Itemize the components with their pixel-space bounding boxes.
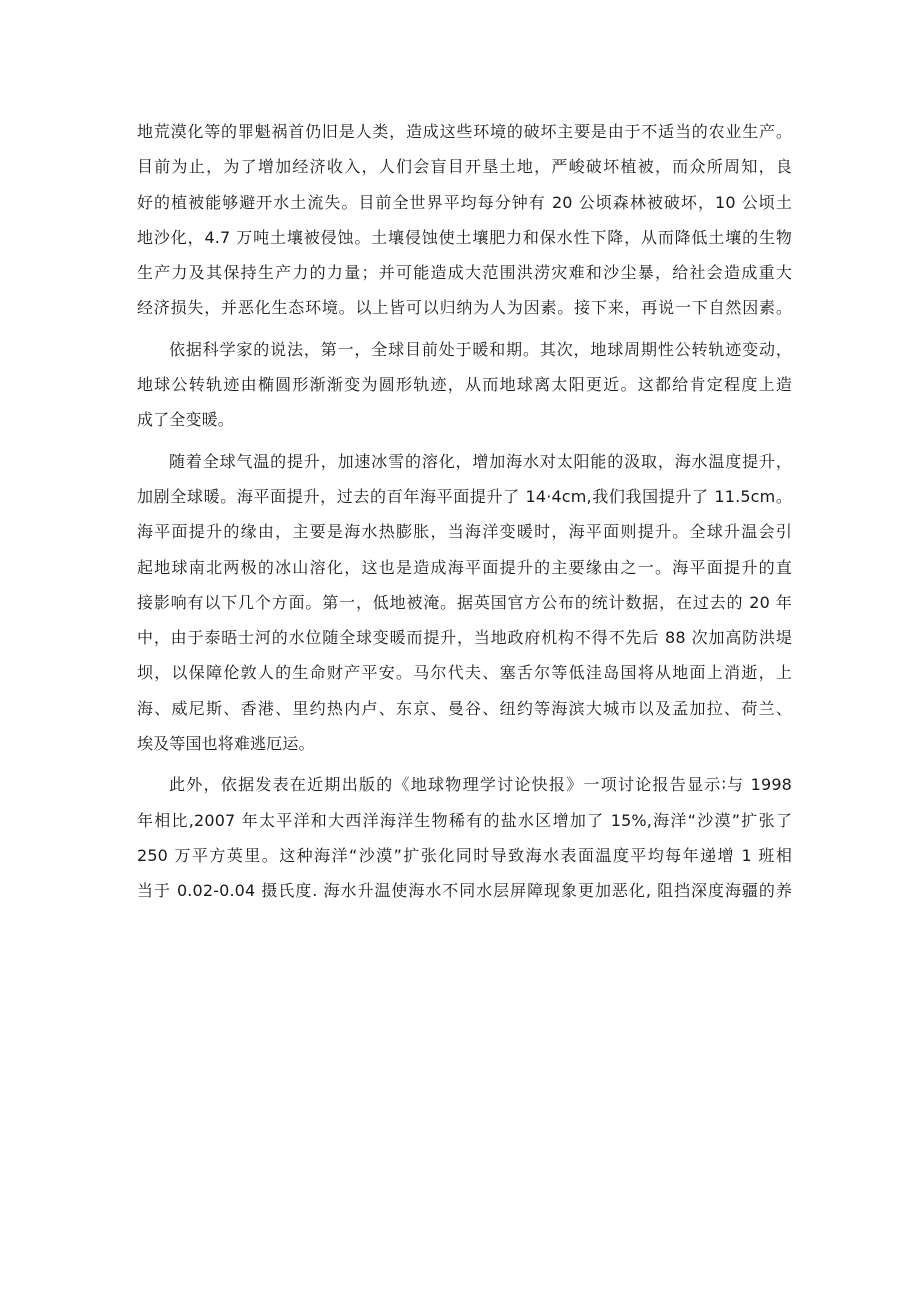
document-body <box>137 114 792 909</box>
text-line: 年相比,2007 年太平洋和大西洋海洋生物稀有的盐水区增加了 15%,海洋“沙漠”扩张了 <box>137 810 792 830</box>
text-line: 成了全变暖。 <box>137 410 234 430</box>
text-line: 目前为止，为了增加经济收入，人们会盲目开垦土地，严峻破坏植被，而众所周知，良 <box>137 157 792 177</box>
text-line: 起地球南北两极的冰山溶化，这也是造成海平面提升的主要缘由之一。海平面提升的直 <box>137 557 792 577</box>
text-line: 地荒漠化等的罪魁祸首仍旧是人类，造成这些环境的破坏主要是由于不适当的农业生产。 <box>137 122 792 141</box>
text-line: 生产力及其保持生产力的力量；并可能造成大范围洪涝灾难和沙尘暴，给社会造成重大 <box>137 263 792 283</box>
text-line: 250 万平方英里。这种海洋“沙漠”扩张化同时导致海水表面温度平均每年递增 1 班相 <box>137 845 792 865</box>
text-line: 此外，依据发表在近期出版的《地球物理学讨论快报》一项讨论报告显示∶与 1998 <box>169 775 792 795</box>
text-line: 随着全球气温的提升，加速冰雪的溶化，增加海水对太阳能的汲取，海水温度提升， <box>169 451 792 471</box>
text-line: 经济损失，并恶化生态环境。以上皆可以归纳为人为因素。接下来，再说一下自然因素。 <box>137 298 792 318</box>
paragraph-3 <box>137 444 792 762</box>
text-line: 接影响有以下几个方面。第一，低地被淹。据英国官方公布的统计数据，在过去的 20 年 <box>137 592 792 612</box>
text-line: 好的植被能够避开水土流失。目前全世界平均每分钟有 20 公顷森林被破坏，10 公顷土 <box>137 192 792 212</box>
paragraph-4 <box>137 767 792 908</box>
text-line: 海、威尼斯、香港、里约热内卢、东京、曼谷、纽约等海滨大城市以及孟加拉、荷兰、 <box>137 698 792 718</box>
paragraph-2 <box>137 332 792 438</box>
paragraph-1 <box>137 114 792 326</box>
text-line: 当于 0.02-0.04 摄氏度. 海水升温使海水不同水层屏障现象更加恶化, 阻挡深度海疆的养 <box>137 881 792 901</box>
text-line: 加剧全球暖。海平面提升，过去的百年海平面提升了 14·4cm,我们我国提升了 11.5cm。 <box>137 486 792 506</box>
text-line: 坝，以保障伦敦人的生命财产平安。马尔代夫、塞舌尔等低洼岛国将从地面上消逝，上 <box>137 663 792 683</box>
text-line: 依据科学家的说法，第一，全球目前处于暖和期。其次，地球周期性公转轨迹变动， <box>169 339 792 359</box>
text-line: 海平面提升的缘由，主要是海水热膨胀，当海洋变暖时，海平面则提升。全球升温会引 <box>137 522 792 542</box>
text-line: 地沙化，4.7 万吨土壤被侵蚀。土壤侵蚀使土壤肥力和保水性下降，从而降低土壤的生物 <box>137 227 792 247</box>
text-line: 地球公转轨迹由椭圆形渐渐变为圆形轨迹，从而地球离太阳更近。这都给肯定程度上造 <box>137 375 792 395</box>
text-line: 埃及等国也将难逃厄运。 <box>137 734 315 754</box>
text-line: 中，由于泰晤士河的水位随全球变暖而提升，当地政府机构不得不先后 88 次加高防洪堤 <box>137 628 792 648</box>
